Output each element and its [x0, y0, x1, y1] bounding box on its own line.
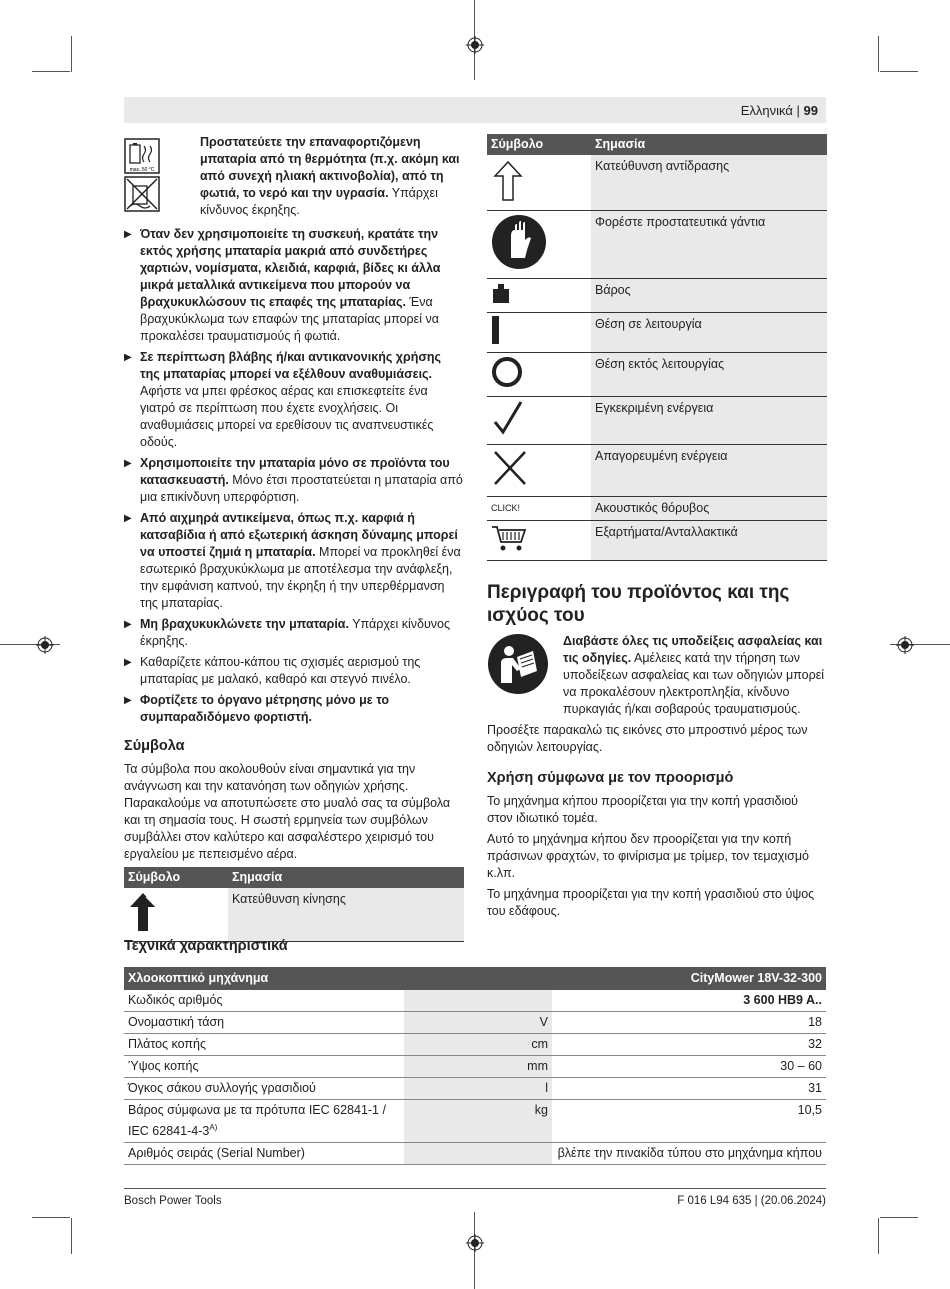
- intended-use-heading: Χρήση σύμφωνα με τον προορισμό: [487, 770, 734, 786]
- footnote-marker: A): [209, 1123, 218, 1132]
- crop-mark: [878, 36, 879, 72]
- tech-unit: cm: [404, 1034, 552, 1056]
- technical-data-section: [124, 938, 826, 1165]
- tech-head-model: CityMower 18V-32-300: [552, 967, 826, 990]
- tech-label: Ύψος κοπής: [124, 1056, 404, 1078]
- symbol-cell: [487, 155, 591, 211]
- meaning-cell: Θέση εκτός λειτουργίας: [591, 353, 827, 397]
- tech-label: Ονομαστική τάση: [124, 1012, 404, 1034]
- registration-mark-icon: [896, 636, 914, 654]
- crop-mark: [32, 71, 70, 72]
- table-row: [487, 313, 827, 353]
- crop-mark: [880, 1217, 918, 1218]
- crop-mark: [71, 1218, 72, 1254]
- symbol-cell: [487, 445, 591, 497]
- bullet-bold: Σε περίπτωση βλάβης ή/και αντικανονικής χρήσης της μπαταρίας μπορεί να εξέλθουν αναθυμιάσεις.: [140, 350, 442, 381]
- tech-unit: V: [404, 1012, 552, 1034]
- tech-value: βλέπε την πινακίδα τύπου στο μηχάνημα κήπου: [552, 1143, 826, 1165]
- symbol-cell: [487, 521, 591, 561]
- weight-icon: [491, 282, 511, 304]
- symbols-table-right: [487, 134, 827, 561]
- left-column: [124, 134, 464, 942]
- tech-value: 18: [552, 1012, 826, 1034]
- page-footer: [124, 1188, 826, 1210]
- tech-label: Κωδικός αριθμός: [124, 990, 404, 1012]
- meaning-cell: Θέση σε λειτουργία: [591, 313, 827, 353]
- read-instructions-text: [563, 633, 827, 718]
- battery-heat-warning: [124, 134, 464, 226]
- meaning-cell: Εξαρτήματα/Ανταλλακτικά: [591, 521, 827, 561]
- read-rest: Αμέλειες κατά την τήρηση των υποδείξεων ασφαλείας και των οδηγιών μπορεί να προκαλέσουν ηλεκτροπληξία, κίνδυνο πυρκαγιάς ή/και σοβαρούς τραυματισμούς.: [563, 651, 825, 716]
- bullet-rest: Μπορεί να προκληθεί ένα εσωτερικό βραχυκύκλωμα με αποτέλεσμα την ανάφλεξη, την εμφάνιση καπνού, την έκρηξη ή την υπερθέρμανση της μπαταρίας.: [140, 545, 461, 610]
- bullet-bold: Φορτίζετε το όργανο μέτρησης μόνο με το συμπαραδιδόμενο φορτιστή.: [140, 693, 390, 724]
- product-heading: Περιγραφή του προϊόντος και της ισχύος του: [487, 582, 790, 626]
- right-column: [487, 134, 827, 924]
- tech-label-text: Βάρος σύμφωνα με τα πρότυπα IEC 62841-1 / IEC 62841-4-3: [128, 1103, 386, 1139]
- table-row: [487, 397, 827, 445]
- tech-value: 31: [552, 1078, 826, 1100]
- bullet-6: [124, 654, 464, 688]
- symbol-cell: [124, 888, 228, 942]
- read-bold: Διαβάστε όλες τις υποδείξεις ασφαλείας και τις οδηγίες.: [563, 634, 823, 665]
- technical-data-heading: Τεχνικά χαρακτηριστικά: [124, 938, 288, 954]
- tech-unit: [404, 1143, 552, 1165]
- bullet-2: [124, 349, 464, 451]
- bullet-arrow-icon: ▶: [124, 458, 132, 469]
- tech-value: 10,5: [552, 1100, 826, 1143]
- bullet-rest: Ένα βραχυκύκλωμα των επαφών της μπαταρίας μπορεί να προκαλέσει τραυματισμούς ή φωτιά.: [140, 295, 439, 343]
- protective-gloves-icon: [491, 214, 547, 270]
- table-row: [124, 1034, 826, 1056]
- meaning-cell: Κατεύθυνση κίνησης: [228, 888, 464, 942]
- symbol-cell: [487, 279, 591, 313]
- meaning-cell: Φορέστε προστατευτικά γάντια: [591, 211, 827, 279]
- warning-rest: Υπάρχει κίνδυνος έκρηξης.: [200, 186, 438, 217]
- reaction-direction-arrow-icon: [491, 158, 525, 202]
- meaning-cell: Εγκεκριμένη ενέργεια: [591, 397, 827, 445]
- tech-head-label: Χλοοκοπτικό μηχάνημα: [124, 967, 404, 990]
- battery-heat-warning-icon: [124, 138, 160, 212]
- symbols-intro: Τα σύμβολα που ακολουθούν είναι σημαντικά για την ανάγνωση και την κατανόηση των οδηγιών χρήσης. Παρακαλούμε να αποτυπώσετε στο μυαλό σας τα σύμβολα και τη σημασία τους. Η σωστή ερμηνεία των συμβόλων συμβάλλει στον καλύτερο και ασφαλέστερο χειρισμό του εργαλείου με πεπεισμένο αέρα.: [124, 762, 451, 861]
- read-instructions-block: [487, 633, 827, 718]
- bullet-3: [124, 455, 464, 506]
- bullet-rest: Καθαρίζετε κάπου-κάπου τις σχισμές αερισμού της μπαταρίας με μαλακό, καθαρό και στεγνό πινέλο.: [140, 655, 421, 686]
- table-row: [124, 1056, 826, 1078]
- tech-value: 3 600 HB9 A..: [552, 990, 826, 1012]
- bullet-arrow-icon: ▶: [124, 229, 132, 240]
- symbol-cell: [487, 313, 591, 353]
- bullet-bold: Από αιχμηρά αντικείμενα, όπως π.χ. καρφιά ή κατσαβίδια ή από εξωτερική άσκηση δύναμης μπορεί να υποστεί ζημιά η μπαταρία.: [140, 511, 458, 559]
- checkmark-icon: [491, 400, 525, 436]
- footer-doc-number: F 016 L94 635 | (20.06.2024): [677, 1195, 826, 1207]
- symbols-heading: Σύμβολα: [124, 738, 185, 754]
- symbol-cell: [487, 397, 591, 445]
- symbol-column-header: Σύμβολο: [124, 867, 228, 888]
- bullet-arrow-icon: ▶: [124, 513, 132, 524]
- table-row: [124, 990, 826, 1012]
- page-number: 99: [803, 103, 818, 118]
- technical-data-table: [124, 967, 826, 1165]
- switch-off-icon: [491, 356, 523, 388]
- crop-mark: [878, 1218, 879, 1254]
- images-note: Προσέξτε παρακαλώ τις εικόνες στο μπροστινό μέρος των οδηγιών λειτουργίας.: [487, 723, 808, 754]
- bullet-rest: Αφήστε να μπει φρέσκος αέρας και επισκεφτείτε ένα γιατρό σε περίπτωση που έχετε ενοχλήσεις. Οι αναθυμιάσεις μπορεί να ερεθίσουν τις αναπνευστικές οδούς.: [140, 384, 434, 449]
- symbols-table-left: [124, 867, 464, 942]
- tech-head-unit-spacer: [404, 967, 552, 990]
- table-row: [487, 521, 827, 561]
- table-row: [487, 353, 827, 397]
- intended-paragraph-1: Το μηχάνημα κήπου προορίζεται για την κοπή γρασιδιού στον ιδιωτικό τομέα.: [487, 794, 799, 825]
- table-row: [124, 1143, 826, 1165]
- max-temp-label: max. 50 °C: [129, 167, 155, 173]
- table-row: [124, 888, 464, 942]
- warning-text: [200, 134, 464, 219]
- bullet-arrow-icon: ▶: [124, 657, 132, 668]
- registration-mark-icon: [466, 36, 484, 54]
- bullet-rest: Μόνο έτσι προστατεύεται η μπαταρία από μια επικίνδυνη υπερφόρτιση.: [140, 473, 463, 504]
- tech-unit: [404, 990, 552, 1012]
- crop-mark: [32, 1217, 70, 1218]
- header-language: Ελληνικά: [740, 103, 793, 118]
- bullet-arrow-icon: ▶: [124, 352, 132, 363]
- intended-paragraph-3: Το μηχάνημα προορίζεται για την κοπή γρασιδιού στο ύψος του εδάφους.: [487, 887, 815, 918]
- click-text-icon: CLICK!: [487, 497, 591, 521]
- table-row: [487, 155, 827, 211]
- tech-unit: kg: [404, 1100, 552, 1143]
- symbol-cell: [487, 353, 591, 397]
- symbol-column-header: Σύμβολο: [487, 134, 591, 155]
- tech-label: Πλάτος κοπής: [124, 1034, 404, 1056]
- footer-brand: Bosch Power Tools: [124, 1195, 222, 1207]
- warning-bold: Προστατεύετε την επαναφορτιζόμενη μπαταρία από τη θερμότητα (π.χ. ακόμη και από συνεχή ηλιακή ακτινοβολία), από τη φωτιά, το νερό και την υγρασία.: [200, 135, 460, 200]
- crop-mark: [71, 36, 72, 72]
- table-row: [124, 1100, 826, 1143]
- tech-value: 32: [552, 1034, 826, 1056]
- meaning-cell: Απαγορευμένη ενέργεια: [591, 445, 827, 497]
- table-row: [124, 1078, 826, 1100]
- bullet-bold: Όταν δεν χρησιμοποιείτε τη συσκευή, κρατάτε την εκτός χρήσης μπαταρία μακριά από συνδετήρες χαρτιών, νομίσματα, κλειδιά, καρφιά, βίδες κι άλλα μικρά μεταλλικά αντικείμενα που μπορούν να βραχυκυκλώσουν τις επαφές της μπαταρίας.: [140, 227, 441, 309]
- cross-icon: [491, 448, 529, 488]
- header-text: Ελληνικά | 99: [740, 103, 818, 118]
- meaning-cell: Ακουστικός θόρυβος: [591, 497, 827, 521]
- crop-mark: [880, 71, 918, 72]
- bullet-arrow-icon: ▶: [124, 695, 132, 706]
- tech-label: Όγκος σάκου συλλογής γρασιδιού: [124, 1078, 404, 1100]
- bullet-rest: Υπάρχει κίνδυνος έκρηξης.: [140, 617, 451, 648]
- bullet-1: [124, 226, 464, 345]
- intended-paragraph-2: Αυτό το μηχάνημα κήπου δεν προορίζεται για την κοπή πράσινων φραχτών, το φινίρισμα με τρίμερ, τον τεμαχισμό κ.λπ.: [487, 832, 809, 880]
- tech-value: 30 – 60: [552, 1056, 826, 1078]
- tech-label: [124, 1100, 404, 1143]
- table-row: [487, 279, 827, 313]
- meaning-cell: Κατεύθυνση αντίδρασης: [591, 155, 827, 211]
- bullet-arrow-icon: ▶: [124, 619, 132, 630]
- table-row: [124, 1012, 826, 1034]
- switch-on-icon: [491, 316, 501, 344]
- bullet-7: [124, 692, 464, 726]
- table-row: [487, 211, 827, 279]
- tech-unit: l: [404, 1078, 552, 1100]
- table-row: [487, 445, 827, 497]
- bullet-5: [124, 616, 464, 650]
- tech-label: Αριθμός σειράς (Serial Number): [124, 1143, 404, 1165]
- page-header: [124, 97, 826, 123]
- bullet-bold: Μη βραχυκυκλώνετε την μπαταρία.: [140, 617, 349, 631]
- registration-mark-icon: [36, 636, 54, 654]
- symbol-cell: [487, 211, 591, 279]
- meaning-cell: Βάρος: [591, 279, 827, 313]
- tech-unit: mm: [404, 1056, 552, 1078]
- registration-mark-icon: [466, 1234, 484, 1252]
- bullet-bold: Χρησιμοποιείτε την μπαταρία μόνο σε προϊόντα του κατασκευαστή.: [140, 456, 450, 487]
- shopping-cart-icon: [491, 524, 527, 552]
- table-row: [487, 497, 827, 521]
- meaning-column-header: Σημασία: [228, 867, 464, 888]
- movement-direction-arrow-icon: [128, 891, 158, 933]
- meaning-column-header: Σημασία: [591, 134, 827, 155]
- bullet-4: [124, 510, 464, 612]
- read-manual-icon: [487, 633, 549, 695]
